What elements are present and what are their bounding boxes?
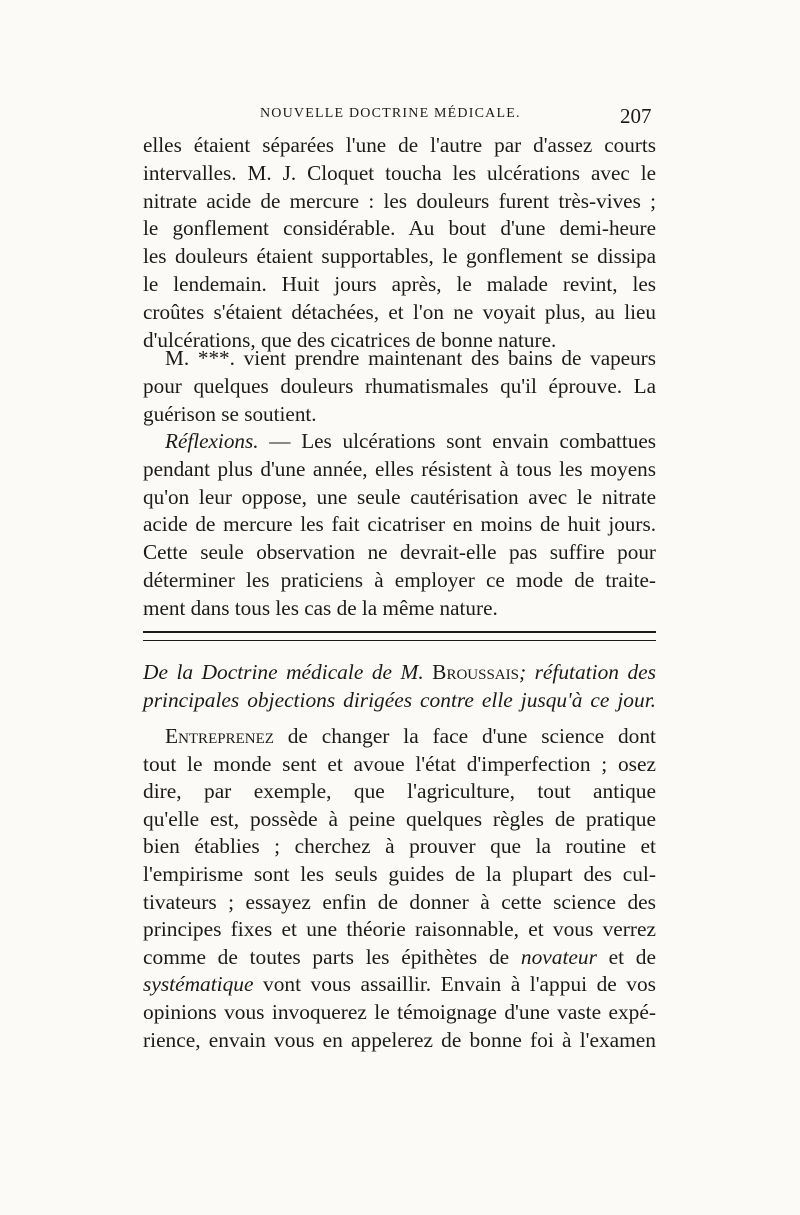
text-line: guérison se soutient. [143,401,317,426]
section-divider-thin [143,640,656,641]
text-line: acide de mercure les fait cicatriser en moins de huit jours. [143,512,656,537]
followup-paragraph [143,345,656,428]
text-line: déterminer les praticiens à employer ce mode de traite- [143,567,656,592]
text-line: croûtes s'étaient détachées, et l'on ne voyait plus, au lieu [143,299,656,324]
running-head: NOUVELLE DOCTRINE MÉDICALE. [260,106,521,121]
text-line: nitrate acide de mercure : les douleurs furent très-vives ; [143,188,656,213]
term-novateur: novateur [520,944,597,969]
text-line: M. ***. vient prendre maintenant des bains de vapeurs [165,346,656,370]
article-body [143,723,656,1054]
text-line: dire, par exemple, que l'agriculture, tout antique [143,779,656,804]
text-line [143,428,656,456]
article-title [143,659,656,714]
text-line: principes fixes et une théorie raisonnable, et vous verrez [143,917,656,942]
text-line: le gonflement considérable. Au bout d'une demi-heure [143,216,656,241]
text-line: les douleurs étaient supportables, le gonflement se dissipa [143,244,656,269]
reflexions-label: Réflexions. [165,429,259,453]
text-line: opinions vous invoquerez le témoignage d'une vaste expé- [143,999,656,1024]
section-divider-thick [143,631,656,633]
reflexions-first-line: — Les ulcérations sont envain combattues [258,429,656,453]
text-line: d'ulcérations, que des cicatrices de bonne nature. [143,327,557,352]
page-number: 207 [620,104,652,128]
text-line [143,723,656,751]
text-line: qu'on leur oppose, une seule cautérisation avec le nitrate [143,484,656,509]
text-line: tivateurs ; essayez enfin de donner à cette science des [143,889,656,914]
text-line: bien établies ; cherchez à prouver que la routine et [143,834,656,859]
text-line: pendant plus d'une année, elles résistent à tous les moyens [143,456,656,481]
title-line: principales objections dirigées contre elle jusqu'à ce jour. [143,687,656,712]
text-line: rience, envain vous en appelerez de bonne foi à l'examen [143,1027,656,1052]
text-line [143,944,656,972]
text-line [143,971,656,999]
term-systematique: systématique [143,972,254,997]
article-first-line: de changer la face d'une science dont [273,724,656,748]
line10-post: vont vous assaillir. Envain à l'appui de vos [253,972,656,997]
reflexions-paragraph [143,428,656,623]
article-first-word: Entreprenez [165,724,274,748]
text-line: le lendemain. Huit jours après, le malade revint, les [143,271,656,296]
title-author: Broussais [432,660,519,684]
text-line: l'empirisme sont les seuls guides de la plupart des cul- [143,861,656,886]
text-line: Cette seule observation ne devrait-elle pas suffire pour [143,540,656,565]
text-line: elles étaient séparées l'une de l'autre par d'assez courts [143,133,656,157]
title-part-2: ; réfutation des [518,660,656,684]
text-line: pour quelques douleurs rhumatismales qu'il éprouve. La [143,373,656,398]
case-report-paragraph [143,132,656,354]
line9-pre: comme de toutes parts les épithètes de [143,944,521,969]
title-line [143,659,656,687]
line9-post: et de [596,944,656,969]
text-line: tout le monde sent et avoue l'état d'imperfection ; osez [143,751,656,776]
text-line: qu'elle est, possède à peine quelques règles de pratique [143,806,656,831]
text-line: ment dans tous les cas de la même nature. [143,595,498,620]
title-part-1: De la Doctrine médicale de M. [143,660,424,684]
text-line: intervalles. M. J. Cloquet toucha les ulcérations avec le [143,160,656,185]
